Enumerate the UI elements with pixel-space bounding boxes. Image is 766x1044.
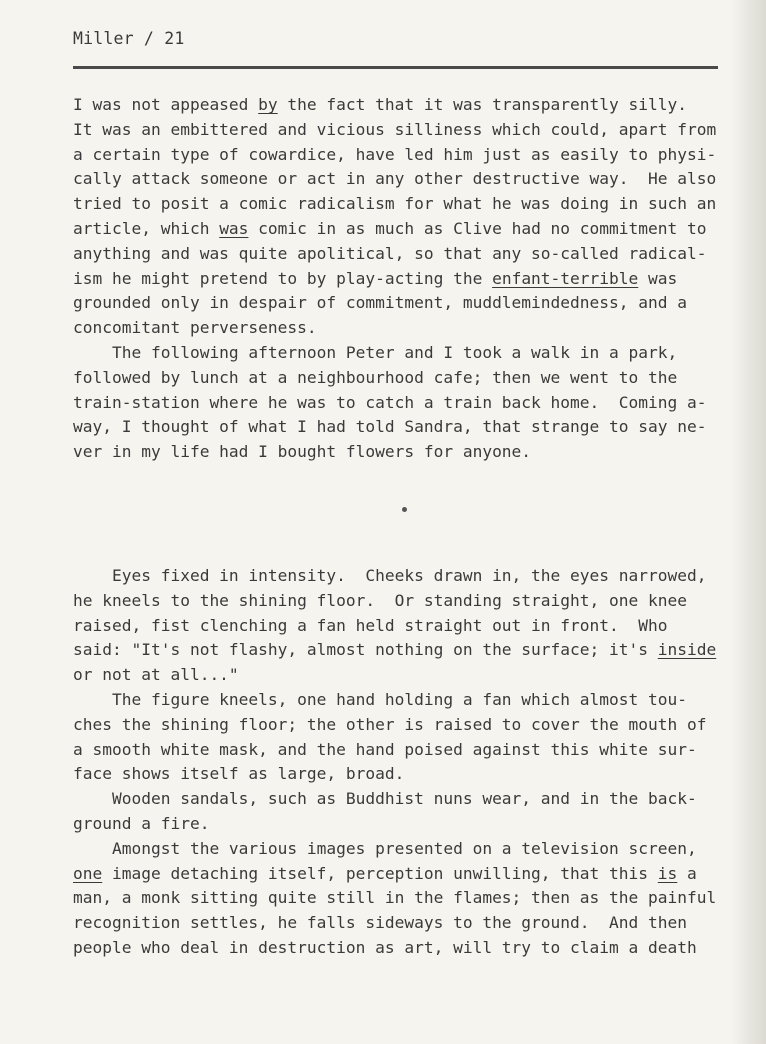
text-segment: train-station where he was to catch a train back home. Coming a- — [73, 392, 707, 412]
text-line — [73, 936, 733, 961]
text-line — [73, 267, 733, 292]
text-line — [73, 886, 733, 911]
text-line — [73, 316, 733, 341]
text-line — [73, 614, 733, 639]
text-segment: Eyes fixed in intensity. Cheeks drawn in, the eyes narrowed, — [73, 566, 707, 585]
header-rule — [73, 66, 718, 69]
text-line — [73, 440, 733, 465]
text-segment: Amongst the various images presented on a television screen, — [73, 838, 697, 858]
text-segment: image detaching itself, perception unwilling, that this — [102, 863, 658, 883]
underlined-word: one — [73, 863, 103, 883]
text-line — [73, 713, 733, 738]
text-line — [73, 366, 733, 391]
text-section-2 — [73, 564, 733, 961]
text-segment: way, I thought of what I had told Sandra, that strange to say ne- — [73, 417, 707, 437]
text-line — [73, 391, 733, 416]
text-segment: concomitant perverseness. — [73, 318, 317, 338]
underlined-word: enfant-terrible — [492, 268, 639, 288]
text-section-1 — [73, 93, 733, 465]
section-break-dot — [402, 507, 407, 512]
text-line — [73, 242, 733, 267]
text-line — [73, 911, 733, 936]
text-segment: It was an embittered and vicious silliness which could, apart from — [73, 119, 717, 139]
text-segment: raised, fist clenching a fan held straight out in front. Who — [73, 615, 668, 635]
underlined-word: inside — [657, 640, 717, 660]
underlined-word: by — [258, 95, 278, 114]
text-line — [73, 638, 733, 663]
text-segment: I was not appeased — [73, 95, 259, 114]
text-line — [73, 738, 733, 763]
text-segment: followed by lunch at a neighbourhood cafe; then we went to the — [73, 367, 678, 387]
text-line — [73, 589, 733, 614]
text-segment: ches the shining floor; the other is raised to cover the mouth of — [73, 714, 707, 734]
text-line — [73, 93, 733, 118]
text-segment: The following afternoon Peter and I took a walk in a park, — [73, 342, 678, 362]
text-line — [73, 217, 733, 242]
text-segment: The figure kneels, one hand holding a fan which almost tou- — [73, 689, 687, 709]
text-segment: people who deal in destruction as art, will try to claim a death — [73, 937, 697, 957]
text-segment: or not at all..." — [73, 665, 239, 685]
text-line — [73, 862, 733, 887]
text-line — [73, 192, 733, 217]
text-segment: he kneels to the shining floor. Or standing straight, one knee — [73, 590, 687, 610]
text-line — [73, 787, 733, 812]
text-line — [73, 688, 733, 713]
text-segment: face shows itself as large, broad. — [73, 764, 405, 784]
text-segment: anything and was quite apolitical, so that any so-called radical- — [73, 243, 707, 263]
page-edge-shadow — [732, 0, 766, 1044]
text-line — [73, 341, 733, 366]
underlined-word: is — [657, 863, 678, 883]
text-segment: a — [677, 863, 697, 883]
text-segment: was — [638, 268, 678, 288]
text-segment: ver in my life had I bought flowers for anyone. — [73, 442, 532, 462]
text-segment: man, a monk sitting quite still in the flames; then as the painful — [73, 888, 717, 908]
text-line — [73, 291, 733, 316]
text-line — [73, 762, 733, 787]
text-segment: Wooden sandals, such as Buddhist nuns wear, and in the back- — [73, 789, 697, 809]
text-segment: grounded only in despair of commitment, muddlemindedness, and a — [73, 293, 687, 313]
text-segment: article, which — [73, 218, 220, 238]
text-line — [73, 167, 733, 192]
text-segment: said: "It's not flashy, almost nothing on the surface; it's — [73, 640, 658, 660]
text-segment: ground a fire. — [73, 813, 210, 833]
text-line — [73, 143, 733, 168]
text-segment: the fact that it was transparently silly. — [277, 95, 687, 114]
text-segment: ism he might pretend to by play-acting the — [73, 268, 493, 288]
text-segment: cally attack someone or act in any other destructive way. He also — [73, 169, 717, 189]
underlined-word: was — [219, 218, 249, 238]
text-line — [73, 837, 733, 862]
text-line — [73, 663, 733, 688]
text-segment: a certain type of cowardice, have led him just as easily to physi- — [73, 144, 717, 164]
text-line — [73, 415, 733, 440]
text-segment: a smooth white mask, and the hand poised against this white sur- — [73, 739, 697, 759]
text-line — [73, 118, 733, 143]
text-line — [73, 564, 733, 589]
text-segment: comic in as much as Clive had no commitment to — [248, 218, 707, 238]
text-line — [73, 812, 733, 837]
running-head: Miller / 21 — [73, 29, 185, 48]
text-segment: tried to posit a comic radicalism for what he was doing in such an — [73, 194, 717, 214]
text-segment: recognition settles, he falls sideways to the ground. And then — [73, 913, 687, 933]
